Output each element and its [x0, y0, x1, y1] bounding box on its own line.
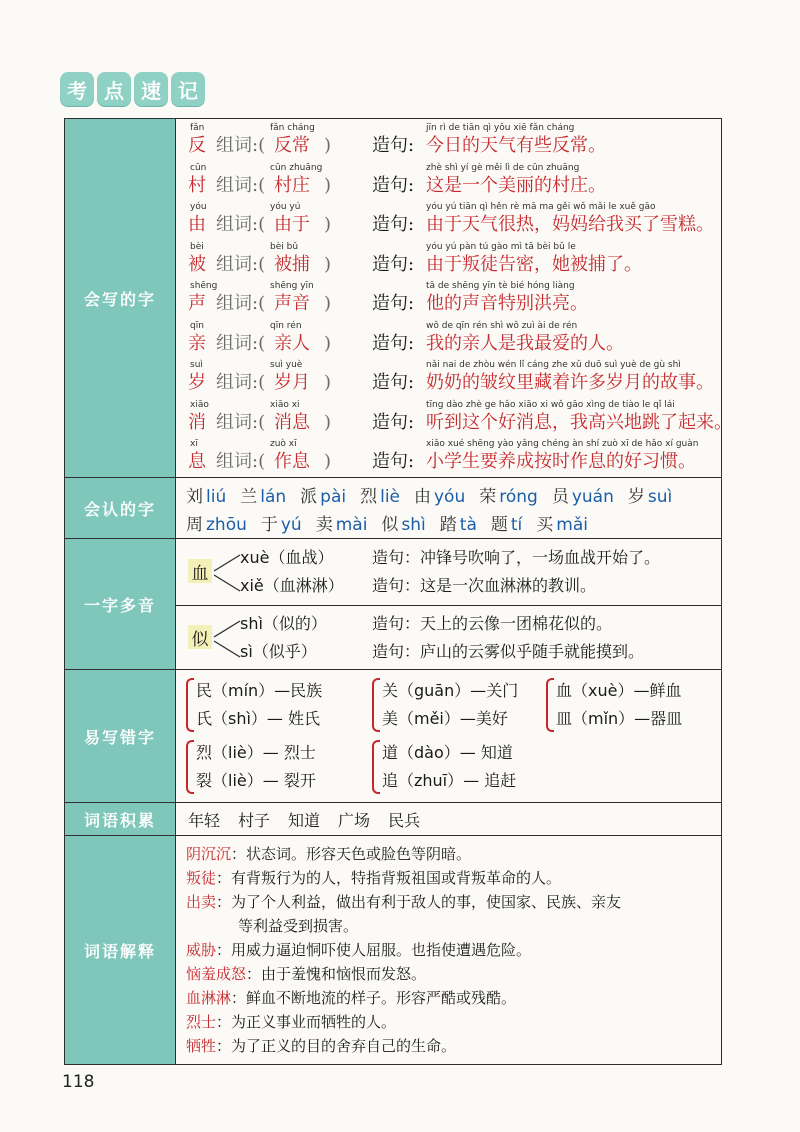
- accum-word: 村子: [238, 810, 271, 830]
- recognize-pinyin: mǎi: [556, 514, 588, 535]
- brace: [372, 740, 380, 794]
- sentence-label: 造句:: [372, 174, 415, 196]
- confusable-line: 烈（liè）— 烈士: [196, 743, 316, 762]
- sentence: 奶奶的皱纹里藏着许多岁月的故事。: [426, 372, 714, 393]
- section-badge: [60, 72, 205, 106]
- sentence-pinyin: zhè shì yí gè měi lì de cūn zhuāng: [426, 162, 580, 173]
- confusable-line: 道（dào）— 知道: [382, 743, 513, 762]
- recognize-char: 踏: [439, 514, 457, 535]
- char: 被: [188, 253, 206, 275]
- char: 亲: [188, 332, 206, 354]
- recognize-cell: [176, 478, 721, 538]
- word-close: ): [324, 174, 332, 196]
- definition-term: 血淋淋: [186, 989, 232, 1007]
- word-close: ): [324, 372, 332, 393]
- definition-line: [186, 1034, 711, 1058]
- sentence: 我的亲人是我最爱的人。: [426, 332, 624, 354]
- sentence-label: 造句:: [372, 135, 415, 156]
- recognize-pinyin: suì: [647, 486, 673, 507]
- definition-text: ：有背叛行为的人，特指背叛祖国或背叛革命的人。: [216, 869, 562, 887]
- recognize-pair: [414, 482, 465, 507]
- definition-line: [186, 938, 711, 962]
- recognize-pair: [628, 482, 672, 507]
- word-label: 组词:(: [216, 293, 266, 314]
- char: 村: [188, 174, 206, 196]
- char-pinyin: bèi: [190, 241, 204, 252]
- section-poly: [65, 538, 721, 669]
- section-label: 词语解释: [65, 836, 176, 1064]
- definition-term: 叛徒: [186, 869, 217, 887]
- char: 息: [188, 451, 206, 472]
- confusable-line: 美（měi）—美好: [382, 709, 508, 728]
- definition-term: 烈士: [186, 1013, 217, 1031]
- definition-text: ：由于羞愧和恼恨而发怒。: [246, 965, 427, 983]
- char-row: [176, 358, 721, 398]
- recognize-char: 岁: [627, 486, 645, 507]
- recognize-pinyin: liè: [380, 486, 400, 507]
- sentence: 由于天气很热，妈妈给我买了雪糕。: [426, 214, 714, 235]
- char-pinyin: xī: [190, 439, 198, 449]
- word-pinyin: zuò xī: [270, 439, 297, 449]
- sentence-pinyin: yóu yú tiān qì hěn rè mā ma gěi wǒ mǎi le xuě gāo: [426, 202, 656, 212]
- section-explain: [65, 835, 721, 1064]
- sentence: 听到这个好消息，我高兴地跳了起来。: [426, 411, 732, 433]
- word-pinyin: shēng yīn: [270, 281, 314, 291]
- sentence-pinyin: jīn rì de tiān qì yǒu xiē fǎn cháng: [426, 123, 575, 133]
- sentence-pinyin: tā de shēng yīn tè bié hóng liàng: [426, 281, 575, 291]
- confusable-line: 氏（shì）— 姓氏: [196, 709, 321, 728]
- definition-text: ：为了个人利益，做出有利于敌人的事，使国家、民族、亲友: [216, 893, 622, 911]
- char-pinyin: qīn: [190, 320, 204, 331]
- confusable-line: 关（guān）—关门: [382, 681, 519, 700]
- word-close: ): [324, 332, 332, 354]
- definition-line: [186, 962, 711, 986]
- recognize-line: [186, 480, 711, 508]
- word-label: 组词:(: [216, 372, 266, 393]
- fork-line: [214, 621, 240, 637]
- definition-line: [186, 866, 711, 890]
- section-label: 易写错字: [65, 670, 176, 802]
- char-row: [176, 240, 721, 280]
- sentence-pinyin: nǎi nai de zhòu wén lǐ cáng zhe xǔ duō suì yuè de gù shì: [426, 360, 681, 370]
- word-close: ): [324, 253, 332, 275]
- sentence-label: 造句:: [372, 372, 415, 393]
- recognize-pair: [300, 482, 346, 507]
- recognize-pair: [479, 482, 538, 507]
- recognize-char: 似: [381, 514, 399, 535]
- recognize-pinyin: pài: [320, 486, 347, 507]
- brace: [186, 678, 194, 732]
- easy-cell: [176, 670, 721, 802]
- poly-reading: sì（似乎）: [240, 642, 317, 661]
- char-row: [176, 398, 732, 438]
- sentence-label: 造句:: [372, 293, 415, 314]
- confusable-line: 裂（liè）— 裂开: [196, 771, 316, 790]
- recognize-char: 题: [490, 514, 508, 535]
- word-label: 组词:(: [216, 332, 266, 354]
- badge-char: 考: [60, 72, 94, 106]
- fork-line: [214, 575, 240, 591]
- word: 作息: [274, 451, 310, 472]
- recognize-pinyin: yóu: [434, 486, 466, 507]
- definition-text: ：鲜血不断地流的样子。形容严酷或残酷。: [231, 989, 517, 1007]
- poly-reading: xiě（血淋淋）: [240, 576, 344, 595]
- word: 消息: [274, 411, 310, 433]
- char-row: [176, 200, 721, 240]
- word-pinyin: fǎn cháng: [270, 123, 315, 133]
- char: 消: [188, 411, 206, 433]
- brace: [186, 740, 194, 794]
- badge-char: 点: [97, 72, 131, 106]
- word-pinyin: qīn rén: [270, 320, 302, 331]
- badge-char: 速: [134, 72, 168, 106]
- recognize-char: 派: [300, 486, 318, 507]
- recognize-char: 由: [414, 486, 431, 507]
- confusable-line: 追（zhuī）— 追赶: [382, 771, 517, 790]
- definition-line: [186, 986, 711, 1010]
- definition-line: [186, 890, 711, 914]
- page-number: 118: [62, 1072, 95, 1092]
- sentence-label: 造句:: [372, 214, 415, 235]
- char: 声: [188, 293, 206, 314]
- accum-cell: [176, 803, 721, 835]
- char-pinyin: yóu: [190, 202, 207, 212]
- recognize-pair: [360, 482, 400, 507]
- word-pinyin: yóu yú: [270, 202, 301, 212]
- definition-text: ：用威力逼迫恫吓使人屈服。也指使遭遇危险。: [216, 941, 532, 959]
- recognize-pinyin: lán: [260, 486, 287, 507]
- sentence: 他的声音特别洪亮。: [426, 293, 588, 314]
- recognize-pair: [316, 510, 368, 535]
- recognize-char: 买: [536, 514, 554, 535]
- confusable-line: 皿（mǐn）—器皿: [556, 709, 683, 728]
- poly-reading: xuè（血战）: [240, 548, 334, 567]
- definition-term: 牺牲: [186, 1037, 217, 1055]
- poly-sentence: 造句：这是一次血淋淋的教训。: [372, 576, 597, 595]
- poly-char: 血: [188, 559, 212, 583]
- poly-cell: [176, 539, 721, 669]
- recognize-pinyin: mài: [335, 514, 368, 535]
- recognize-char: 卖: [315, 514, 333, 535]
- recognize-pair: [440, 510, 477, 535]
- word-close: ): [324, 451, 332, 472]
- sentence-pinyin: tīng dào zhè ge hǎo xiāo xi wǒ gāo xìng de tiào le qǐ lái: [426, 399, 675, 410]
- accum-word: 年轻: [188, 810, 221, 830]
- sentence-label: 造句:: [372, 411, 415, 433]
- divider: [176, 605, 721, 606]
- char: 由: [188, 214, 206, 235]
- recognize-pinyin: yuán: [571, 486, 614, 507]
- word-close: ): [324, 135, 332, 156]
- recognize-pinyin: tà: [459, 514, 477, 535]
- definition-text: ：状态词。形容天色或脸色等阴暗。: [231, 845, 472, 863]
- poly-char: 似: [188, 625, 212, 649]
- section-easy: [65, 669, 721, 802]
- word-close: ): [324, 214, 332, 235]
- definition-term: 恼羞成怒: [186, 965, 247, 983]
- char-row: [176, 437, 721, 477]
- char: 反: [188, 135, 206, 156]
- word-pinyin: bèi bǔ: [270, 241, 299, 252]
- sentence-label: 造句:: [372, 451, 415, 472]
- char-pinyin: shēng: [190, 281, 218, 291]
- word-close: ): [324, 293, 332, 314]
- sentence-label: 造句:: [372, 332, 415, 354]
- word-label: 组词:(: [216, 214, 266, 235]
- sentence-pinyin: wǒ de qīn rén shì wǒ zuì ài de rén: [426, 320, 578, 331]
- word: 亲人: [274, 332, 310, 354]
- accum-word: 民兵: [388, 810, 421, 830]
- fork-lines: [212, 547, 242, 597]
- sentence-pinyin: yóu yú pàn tú gào mì tā bèi bǔ le: [426, 241, 576, 252]
- explain-cell: [176, 836, 721, 1064]
- word: 声音: [274, 293, 310, 314]
- section-label: 词语积累: [65, 803, 176, 835]
- char-pinyin: xiāo: [190, 399, 209, 410]
- recognize-char: 周: [186, 514, 203, 535]
- recognize-pinyin: tí: [510, 514, 523, 535]
- recognize-pair: [186, 510, 247, 535]
- section-label: 一字多音: [65, 539, 176, 669]
- word: 村庄: [274, 174, 310, 196]
- definition-line: [186, 842, 711, 866]
- accum-word: 知道: [288, 810, 321, 830]
- fork-lines: [212, 613, 242, 663]
- recognize-pair: [536, 510, 588, 535]
- poly-sentence: 造句：冲锋号吹响了，一场血战开始了。: [372, 548, 661, 567]
- char-row: [176, 161, 721, 201]
- poly-reading: shì（似的）: [240, 614, 327, 633]
- sentence: 这是一个美丽的村庄。: [426, 174, 606, 196]
- definition-text: ：为了正义的目的舍弃自己的生命。: [216, 1037, 457, 1055]
- recognize-char: 于: [260, 514, 278, 535]
- recognize-char: 荣: [479, 486, 497, 507]
- word-label: 组词:(: [216, 411, 266, 433]
- confusable-line: 血（xuè）—鲜血: [556, 681, 682, 700]
- poly-sentence: 造句：天上的云像一团棉花似的。: [372, 614, 613, 633]
- accum-word: 广场: [338, 810, 371, 830]
- recognize-pair: [186, 482, 226, 507]
- word-label: 组词:(: [216, 253, 266, 275]
- word-label: 组词:(: [216, 135, 266, 156]
- definition-line: [186, 1010, 711, 1034]
- word-pinyin: cūn zhuāng: [270, 162, 323, 173]
- fork-line: [214, 641, 240, 657]
- word: 反常: [274, 135, 310, 156]
- study-table: [64, 118, 732, 1065]
- section-accum: [65, 802, 721, 835]
- char-pinyin: cūn: [190, 162, 207, 173]
- sentence: 由于叛徒告密，她被捕了。: [426, 253, 642, 275]
- word-label: 组词:(: [216, 451, 266, 472]
- recognize-pair: [552, 482, 614, 507]
- poly-sentence: 造句：庐山的云雾似乎随手就能摸到。: [372, 642, 645, 661]
- word-pinyin: suì yuè: [270, 360, 303, 370]
- recognize-pair: [261, 510, 302, 535]
- word: 由于: [274, 214, 310, 235]
- recognize-pinyin: róng: [499, 486, 538, 507]
- char-pinyin: suì: [190, 360, 203, 370]
- definition-term: 阴沉沉: [186, 845, 232, 863]
- sentence-label: 造句:: [372, 253, 415, 275]
- recognize-pinyin: yú: [280, 514, 302, 535]
- recognize-pair: [240, 482, 286, 507]
- brace: [372, 678, 380, 732]
- char-row: [176, 279, 721, 319]
- recognize-pinyin: liú: [206, 486, 227, 507]
- section-write: [65, 119, 732, 477]
- badge-char: 记: [171, 72, 205, 106]
- definition-term: 出卖: [186, 893, 217, 911]
- write-cell: [176, 119, 732, 477]
- recognize-pinyin: zhōu: [206, 514, 247, 535]
- definition-cont: 等利益受到损害。: [238, 917, 359, 935]
- char: 岁: [188, 372, 206, 393]
- sentence-pinyin: xiǎo xué shēng yào yǎng chéng àn shí zuò xī de hǎo xí guàn: [426, 439, 699, 449]
- char-pinyin: fǎn: [190, 123, 205, 133]
- definition-text: ：为正义事业而牺牲的人。: [216, 1013, 397, 1031]
- recognize-pair: [491, 510, 522, 535]
- section-label: 会认的字: [65, 478, 176, 538]
- word-pinyin: xiāo xi: [270, 399, 300, 410]
- word-label: 组词:(: [216, 174, 266, 196]
- recognize-char: 员: [551, 486, 569, 507]
- recognize-pinyin: shì: [401, 514, 426, 535]
- recognize-pair: [381, 510, 425, 535]
- recognize-char: 刘: [186, 486, 203, 507]
- fork-line: [214, 555, 240, 571]
- char-row: [176, 319, 721, 359]
- confusable-line: 民（mín）—民族: [196, 681, 323, 700]
- sentence: 今日的天气有些反常。: [426, 135, 606, 156]
- word: 岁月: [274, 372, 310, 393]
- word: 被捕: [274, 253, 310, 275]
- char-row: [176, 121, 721, 161]
- section-label: 会写的字: [65, 119, 176, 477]
- word-close: ): [324, 411, 332, 433]
- recognize-line: [186, 508, 711, 536]
- definition-term: 威胁: [186, 941, 217, 959]
- section-recognize: [65, 477, 721, 538]
- sentence: 小学生要养成按时作息的好习惯。: [426, 451, 696, 472]
- recognize-char: 兰: [240, 486, 258, 507]
- recognize-char: 烈: [360, 486, 378, 507]
- brace: [546, 678, 554, 732]
